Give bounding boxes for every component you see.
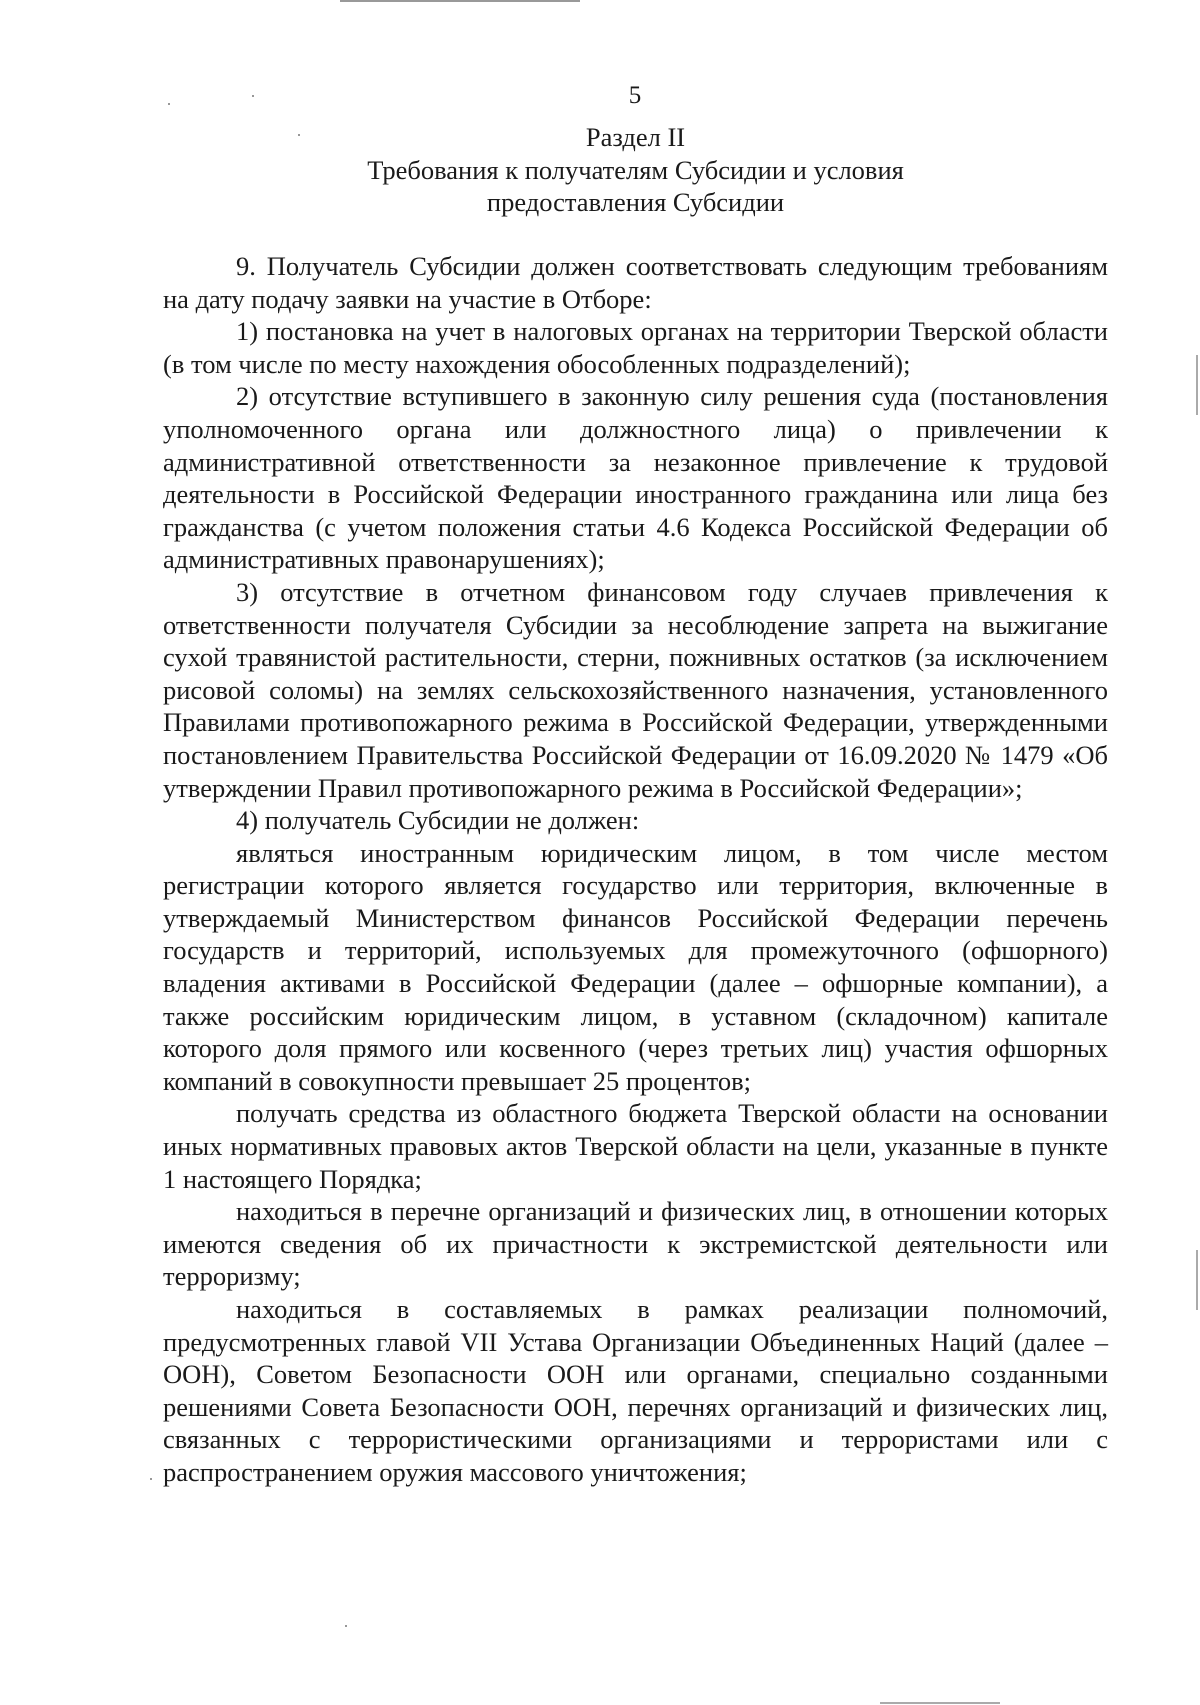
section-label: Раздел II	[585, 122, 686, 152]
paragraph-9-4-un-lists: находиться в составляемых в рамках реализации полномочий, предусмотренных главой VII Устава Организации Объединенных Наций (далее – ООН), Советом Безопасности ООН или органами, специально созданными решениями Совета Безопасности ООН, перечнях организаций и физических лиц, связанных с террористическими организациями и террористами или с распространением оружия массового уничтожения;	[163, 1294, 1108, 1487]
paragraph-9-1: 1) постановка на учет в налоговых органах на территории Тверской области (в том числе по месту нахождения обособленных подразделений);	[163, 316, 1108, 379]
scan-artifact-bottom	[880, 1702, 1000, 1704]
section-title-line-2: предоставления Субсидии	[486, 187, 785, 217]
paragraph-9-4-offshore: являться иностранным юридическим лицом, в том числе местом регистрации которого является государство или территория, включенные в утверждаемый Министерством финансов Российской Федерации перечень государств и территорий, используемых для промежуточного (офшорного) владения активами в Российской Федерации (далее – офшорные компании), а также российским юридическим лицом, в уставном (складочном) капитале которого доля прямого или косвенного (через третьих лиц) участия офшорных компаний в совокупности превышает 25 процентов;	[163, 837, 1108, 1096]
document-body	[163, 250, 1108, 1489]
paragraph-9: 9. Получатель Субсидии должен соответствовать следующим требованиям на дату подачу заявки на участие в Отборе:	[163, 251, 1108, 314]
scan-dot	[150, 1478, 152, 1480]
section-heading	[163, 121, 1108, 219]
scan-artifact-right-lower	[1196, 1250, 1198, 1310]
paragraph-9-4-budget: получать средства из областного бюджета Тверской области на основании иных нормативных правовых актов Тверской области на цели, указанные в пункте 1 настоящего Порядка;	[163, 1098, 1108, 1194]
scan-dot	[345, 1625, 347, 1627]
scan-artifact-right	[1196, 355, 1198, 415]
paragraph-9-3: 3) отсутствие в отчетном финансовом году случаев привлечения к ответственности получателя Субсидии за несоблюдение запрета на выжигание сухой травянистой растительности, стерни, пожнивных остатков (за исключением рисовой соломы) на землях сельскохозяйственного назначения, установленного Правилами противопожарного режима в Российской Федерации, утвержденными постановлением Правительства Российской Федерации от 16.09.2020 № 1479 «Об утверждении Правил противопожарного режима в Российской Федерации»;	[163, 576, 1108, 803]
section-title-line-1: Требования к получателям Субсидии и условия	[367, 154, 904, 185]
paragraph-9-4: 4) получатель Субсидии не должен:	[236, 805, 640, 836]
paragraph-9-4-extremism: находиться в перечне организаций и физических лиц, в отношении которых имеются сведения об их причастности к экстремистской деятельности или терроризму;	[163, 1196, 1108, 1292]
paragraph-9-2: 2) отсутствие вступившего в законную силу решения суда (постановления уполномоченного органа или должностного лица) о привлечении к административной ответственности за незаконное привлечение к трудовой деятельности в Российской Федерации иностранного гражданина или лица без гражданства (с учетом положения статьи 4.6 Кодекса Российской Федерации об административных правонарушениях);	[163, 381, 1108, 575]
scan-artifact-top	[340, 0, 580, 2]
page-number: 5	[628, 82, 642, 109]
